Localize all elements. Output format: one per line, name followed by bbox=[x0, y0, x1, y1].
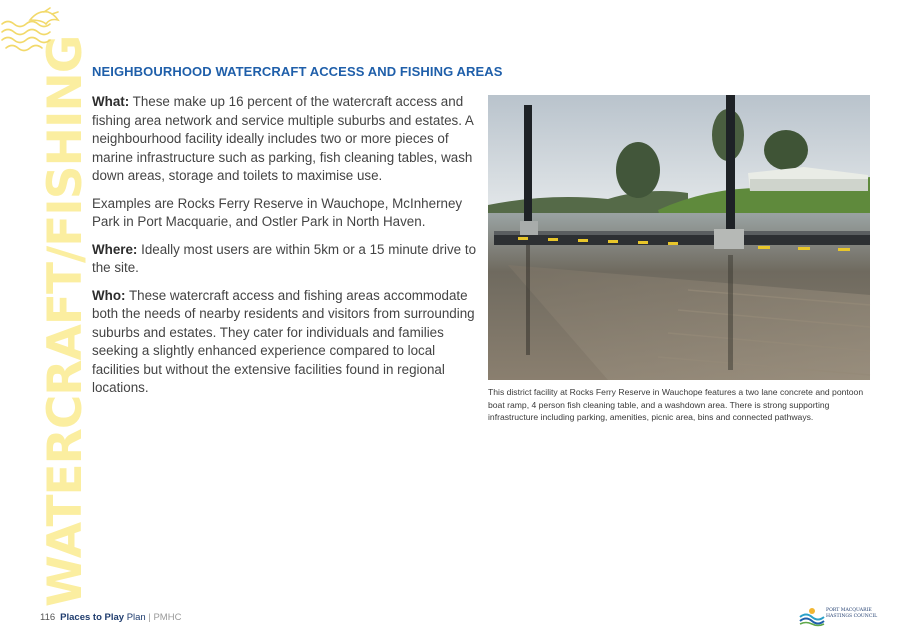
sidebar-title: WATERCRAFT/FISHING bbox=[38, 35, 93, 607]
lead-label: Where: bbox=[92, 241, 138, 257]
paragraph-examples bbox=[92, 195, 480, 232]
footer-brand: Places to Play bbox=[60, 612, 125, 623]
sidebar-band bbox=[0, 35, 93, 607]
body-text bbox=[92, 93, 480, 407]
photo-caption: This district facility at Rocks Ferry Reserve in Wauchope features a two lane concrete and pontoon boat ramp, 4 person fish cleaning table, and a washdown area. There is strong supporting infrastructure including parking, amenities, picnic area, bins and connected pathways. bbox=[488, 387, 864, 423]
footer-org: PMHC bbox=[153, 612, 182, 623]
paragraph-where bbox=[92, 241, 480, 278]
footer-separator: | bbox=[145, 612, 154, 623]
rocks-ferry-photo bbox=[488, 95, 870, 380]
council-wave-icon bbox=[799, 606, 825, 626]
council-line-1: PORT MACQUARIE bbox=[826, 608, 872, 613]
paragraph-who bbox=[92, 287, 480, 398]
section-heading: NEIGHBOURHOOD WATERCRAFT ACCESS AND FISHING AREAS bbox=[92, 64, 503, 79]
paragraph-text: These make up 16 percent of the watercraft access and fishing area network and service multiple suburbs and estates. A neighbourhood facility ideally includes two or more pieces of marine infrastructure such as parking, fish cleaning tables, wash down areas, storage and toilets to maximise use. bbox=[92, 94, 474, 183]
council-logo bbox=[799, 606, 879, 626]
paragraph-text: Ideally most users are within 5km or a 15 minute drive to the site. bbox=[92, 241, 477, 275]
page-footer bbox=[40, 612, 181, 623]
waves-icon bbox=[0, 6, 64, 58]
council-name bbox=[826, 608, 877, 620]
council-line-2: HASTINGS COUNCIL bbox=[826, 614, 878, 619]
lead-label: What: bbox=[92, 94, 130, 109]
paragraph-text: Examples are Rocks Ferry Reserve in Wauchope, McInherney Park in Port Macquarie, and Ostler Park in North Haven. bbox=[92, 195, 463, 229]
paragraph-text: These watercraft access and fishing areas accommodate both the needs of nearby residents and visitors from surrounding suburbs and estates. They cater for individuals and families seeking a slightly enhanced experience compared to local facilities but without the extensive facilities found in regional locations. bbox=[92, 287, 475, 395]
footer-plan: Plan bbox=[124, 612, 146, 623]
page-number: 116 bbox=[40, 612, 56, 623]
lead-label: Who: bbox=[92, 287, 126, 303]
paragraph-what bbox=[92, 93, 480, 186]
photo-illustration bbox=[488, 95, 870, 380]
